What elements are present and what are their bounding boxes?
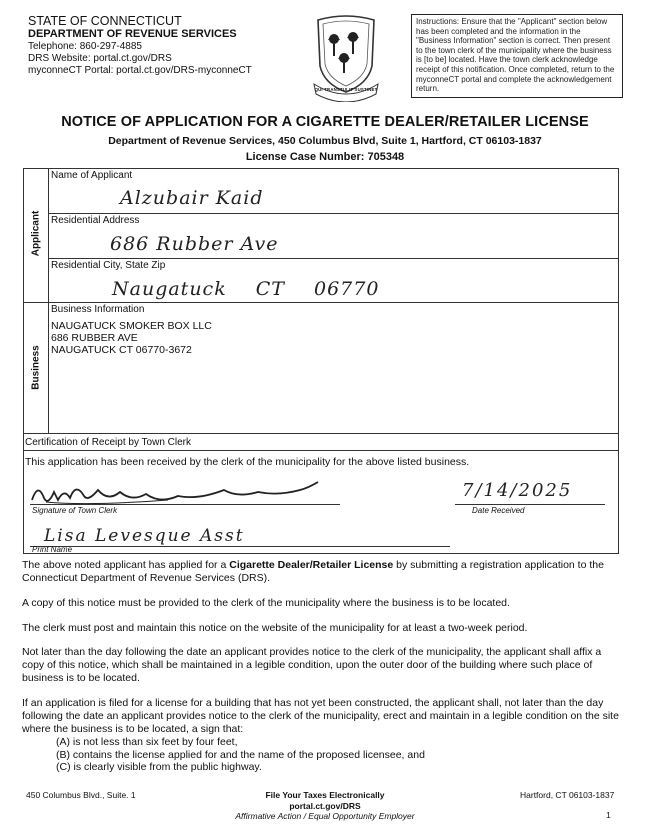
page-number: 1 [606, 810, 611, 820]
department-name: DEPARTMENT OF REVENUE SERVICES [28, 28, 237, 40]
business-city: NAUGATUCK CT 06770-3672 [51, 344, 192, 356]
state-seal-icon [308, 14, 384, 102]
print-name-line [30, 546, 450, 547]
paragraph-applied: The above noted applicant has applied for a Cigarette Dealer/Retailer License by submitting a registration application to the Connecticut Department of Revenue Services (DRS). [22, 559, 604, 584]
business-information-block [51, 320, 212, 356]
footer-portal-url: portal.ct.gov/DRS [289, 800, 361, 811]
paragraph-affix-notice: Not later than the day following the date an applicant provides notice to the clerk of the municipality, the applicant shall affix a copy of this notice, which shall be maintained in a legible condition, upon the outer door of the building where such place of business is to be located. [22, 646, 602, 684]
business-street: 686 RUBBER AVE [51, 332, 138, 344]
signature-line [30, 504, 340, 505]
dept-address: Department of Revenue Services, 450 Columbus Blvd, Suite 1, Hartford, CT 06103-1837 [108, 135, 542, 147]
applicant-name-value: Alzubair Kaid [120, 187, 264, 209]
footer-right-address: Hartford, CT 06103-1837 [520, 790, 615, 800]
certification-divider [23, 450, 619, 451]
residential-city-value: Naugatuck CT 06770 [112, 278, 380, 300]
date-received-value: 7/14/2025 [462, 480, 573, 501]
notice-title: NOTICE OF APPLICATION FOR A CIGARETTE DEALER/RETAILER LICENSE [61, 114, 589, 130]
agency-header [28, 14, 252, 77]
form-side-divider [48, 168, 49, 434]
certification-heading: Certification of Receipt by Town Clerk [25, 437, 191, 448]
certification-statement: This application has been received by the clerk of the municipality for the above listed business. [25, 456, 470, 468]
license-case-number: License Case Number: 705348 [245, 151, 405, 163]
telephone: Telephone: 860-297-4885 [28, 41, 142, 52]
applicant-section-label: Applicant [30, 210, 42, 257]
business-name: NAUGATUCK SMOKER BOX LLC [51, 320, 212, 332]
paragraph-clerk-post: The clerk must post and maintain this notice on the website of the municipality for at least a two-week period. [22, 622, 528, 634]
print-name-value: Lisa Levesque Asst [44, 526, 245, 546]
business-information-label: Business Information [51, 304, 145, 315]
sign-requirement-list [56, 736, 425, 774]
paragraph-copy-notice: A copy of this notice must be provided to the clerk of the municipality where the business is to be located. [22, 597, 510, 609]
residential-city-label: Residential City, State Zip [51, 260, 166, 271]
signature-label: Signature of Town Clerk [32, 506, 118, 515]
paragraph-sign-requirement: If an application is filed for a license for a building that has not yet been constructed, the applicant shall, not later than the day following the date an applicant provides notice to the clerk of the municipality, erect and maintain in a legible condition on the site where the business is to be located, a sign that: [22, 697, 619, 735]
residential-address-value: 686 Rubber Ave [110, 233, 279, 255]
list-item: (C) is clearly visible from the public highway. [56, 761, 262, 773]
applicant-business-form [23, 168, 619, 434]
list-item: (A) is not less than six feet by four feet, [56, 736, 238, 748]
divider-address [48, 213, 619, 214]
business-section-label: Business [30, 345, 42, 390]
footer-file-electronically: File Your Taxes Electronically [265, 790, 385, 800]
date-line [455, 504, 605, 505]
divider-business [23, 302, 619, 303]
state-name: STATE OF CONNECTICUT [28, 14, 182, 28]
list-item: (B) contains the license applied for and the name of the proposed licensee, and [56, 748, 425, 761]
footer-left-address: 450 Columbus Blvd., Suite. 1 [26, 790, 136, 800]
footer-eeo: Affirmative Action / Equal Opportunity Employer [235, 811, 415, 821]
residential-address-label: Residential Address [51, 215, 140, 226]
footer-center [200, 790, 450, 822]
name-of-applicant-label: Name of Applicant [51, 170, 133, 181]
print-name-label: Print Name [32, 545, 73, 554]
instructions-box: Instructions: Ensure that the "Applicant" section below has been completed and the information in the "Business Information" section is correct. Then present to the town clerk of the municipality where the business is [to be] located. Have the town clerk acknowledge receipt of this notification. Once completed, return to the myconneCT portal and complete the acknowledgement return. [411, 14, 623, 98]
divider-city [48, 258, 619, 259]
drs-website: DRS Website: portal.ct.gov/DRS [28, 53, 172, 64]
license-type: Cigarette Dealer/Retailer License [229, 559, 394, 571]
date-received-label: Date Received [472, 506, 525, 515]
seal-motto: QUI TRANSTULIT SUSTINET [314, 87, 378, 92]
myconnect-portal: myconneCT Portal: portal.ct.gov/DRS-myconneCT [28, 65, 252, 76]
